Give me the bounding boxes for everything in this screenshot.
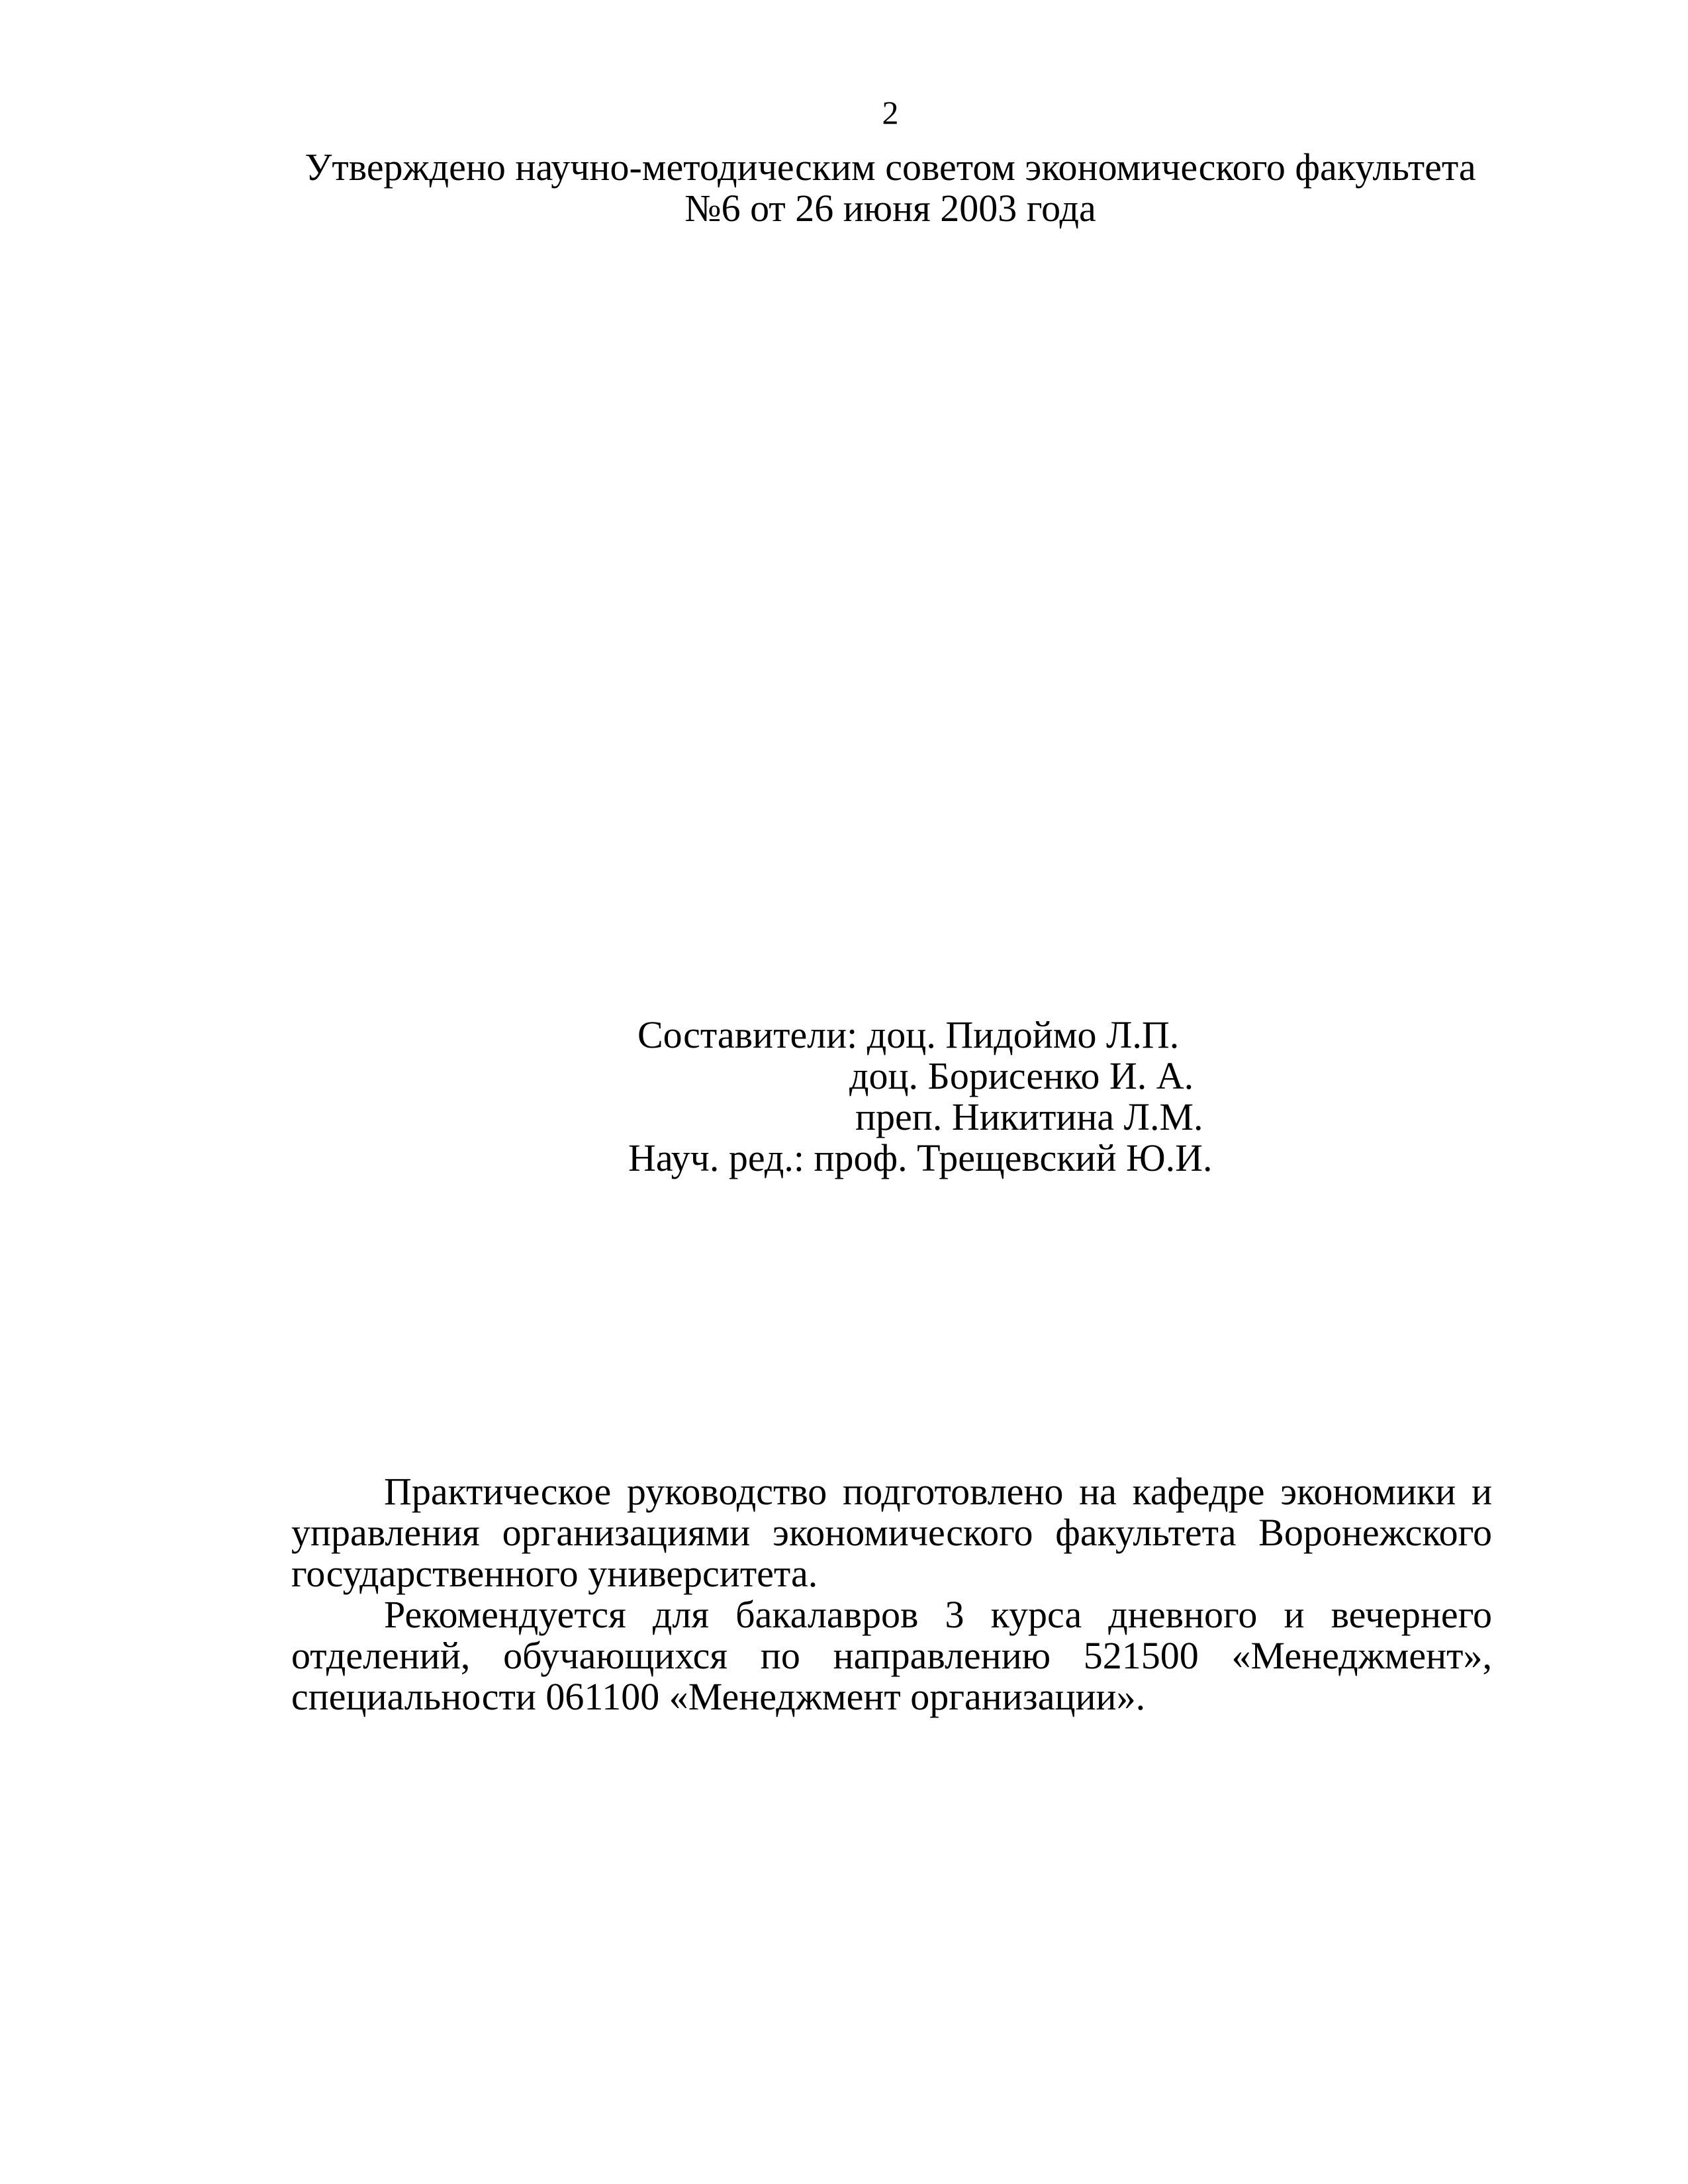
compilers-line-1: Составители: доц. Пидоймо Л.П. [637, 1013, 1180, 1056]
description-paragraph-1: Практическое руководство подготовлено на кафедре экономики и управления организациями экономического факультета Воронежского государственного университета. [291, 1470, 1492, 1595]
approval-line-1: Утверждено научно-методическим советом экономического факультета [305, 146, 1476, 189]
compilers-line-2: доц. Борисенко И. А. [849, 1054, 1194, 1097]
page-number: 2 [882, 94, 899, 131]
description-text [291, 1471, 1492, 1717]
compilers-line-3: преп. Никитина Л.М. [855, 1095, 1203, 1138]
approval-line-2: №6 от 26 июня 2003 года [684, 187, 1096, 230]
description-paragraph-2: Рекомендуется для бакалавров 3 курса дневного и вечернего отделений, обучающихся по направлению 521500 «Менеджмент», специальности 061100 «Менеджмент организации». [291, 1593, 1492, 1718]
scientific-editor-line: Науч. ред.: проф. Трещевский Ю.И. [628, 1136, 1213, 1179]
approval-statement [0, 147, 1688, 229]
